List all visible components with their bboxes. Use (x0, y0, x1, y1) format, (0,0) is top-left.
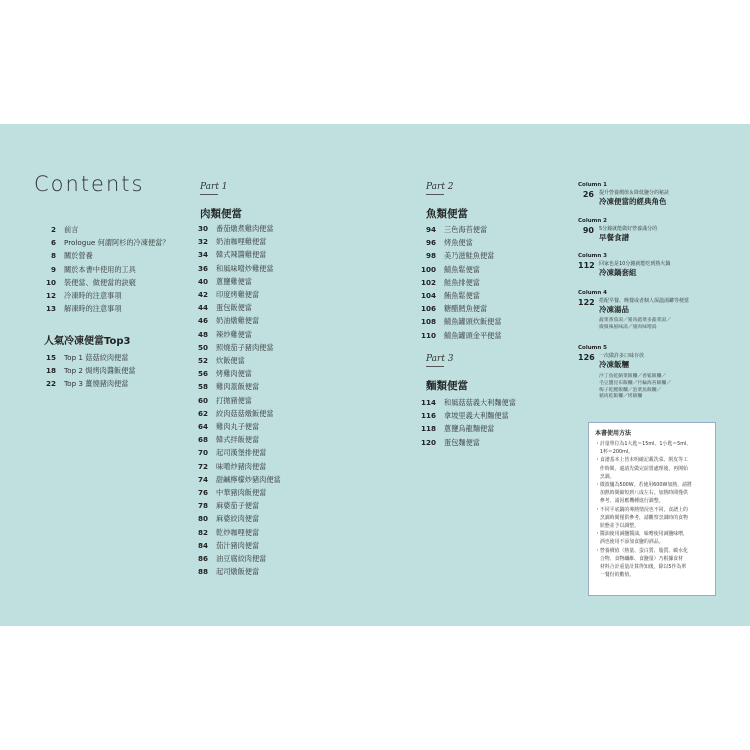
part3-list (420, 396, 516, 449)
list-item: 26 提升營養價值＆降低鹽分的秘訣 冷凍便當的經典角色 (582, 190, 670, 206)
list-item: 8 關於營養 (50, 251, 93, 261)
list-item: 50 照燒茄子豬肉便當 (197, 342, 274, 352)
list-item: 10 裝便當、做便當的訣竅 (45, 277, 136, 287)
list-item: 106 糖醋鱈魚便當 (420, 304, 488, 314)
list-item: 42 印度烤雞便當 (197, 290, 260, 300)
list-item: 12 冷凍時的注意事項 (45, 291, 122, 301)
top3-section-title: 人氣冷凍便當Top3 (44, 336, 131, 347)
intro-list (40, 223, 170, 315)
list-item: 112 回家也是10分鐘就能吃到熱火鍋 冷凍鍋套組 (578, 261, 671, 277)
list-item: 60 打拋豬便當 (197, 395, 252, 405)
list-item: 100 鯖魚鬆便當 (420, 264, 480, 274)
list-item: 52 炊飯便當 (197, 356, 245, 366)
list-item: 56 烤雞肉便當 (197, 369, 252, 379)
list-item: 58 雞肉蓋飯便當 (197, 382, 260, 392)
list-item: 122 搭配早餐、晚餐或者個人保溫湯罐等便當 冷凍湯品 (578, 298, 690, 314)
list-item: 46 奶油燉雞便當 (197, 316, 260, 326)
list-item: 72 味噌炒豬肉便當 (197, 461, 267, 471)
book-spread (0, 124, 750, 626)
list-item: 98 美乃滋鮭魚便當 (425, 251, 495, 261)
list-item: 80 麻婆絞肉便當 (197, 514, 260, 524)
list-item: 34 韓式辣醬雞便當 (197, 250, 267, 260)
list-item: 120 蛋包麵便當 (420, 437, 480, 447)
list-item: 126 一次做許多口味存放 冷凍飯糰 (578, 353, 645, 369)
list-item: 78 麻婆茄子便當 (197, 501, 260, 511)
list-item: 62 絞肉菇菇燉飯便當 (197, 408, 274, 418)
list-item: 102 鮭魚排便當 (420, 277, 480, 287)
contents-title: Contents (34, 172, 145, 196)
column1 (578, 182, 738, 207)
list-item: 116 拿坡里義大利麵便當 (420, 411, 509, 421)
list-item: 44 蛋包飯便當 (197, 303, 252, 313)
list-item: 114 和風菇菇義大利麵便當 (420, 398, 516, 407)
list-item: 36 和風味噌炒雞便當 (197, 263, 274, 273)
list-item: 86 油豆腐絞肉便當 (197, 554, 267, 564)
part1-title: 肉類便當 (200, 208, 242, 220)
list-item: 64 雞肉丸子便當 (197, 422, 260, 432)
part3-label: Part 3 (426, 354, 454, 367)
list-item: 32 奶油咖哩雞便當 (197, 237, 267, 247)
list-item: 96 烤魚便當 (425, 238, 473, 248)
list-item: 110 鯖魚罐頭金平便當 (420, 330, 502, 340)
usage-notes-box: 本書使用方法 ・計量單位為1大匙＝15ml、1小匙＝5ml、 1杯＝200ml。 ・食譜基本上皆未明確記載洗菜、削皮等工 作時間，還請先做完前置處理後，再開始 烹調。 ・微波爐為500W。若使用600W加熱，請將 加熱時間縮短到八成左右。加熱時間僅供 參考，請因應機種進行調整。 ・不同平底鍋的導熱情況也不同，食譜上的 烹調時間僅供參考，請觀察烹調時的食物 狀態並予以調整。 ・醬油使用減鹽醬油，味噌使用減鹽味噌， 酒也使用不添加食鹽的酒品。 ・營養價值（熱量、蛋白質、脂質、碳水化 合物、食物纖維、食鹽量）乃根據食材 材料合計重量計算得知後，除以5作為單 一餐份的數值。 (588, 422, 716, 596)
list-item: 76 中華豬肉飯便當 (197, 488, 267, 498)
column4: Column 4 122 搭配早餐、晚餐或者個人保溫湯罐等便當 冷凍湯品 蔬菜番茄湯／豬肉蔬菜多蔬菜湯／ 微微辣風味湯／豬肉味噌湯 (578, 290, 738, 332)
column3 (578, 253, 738, 278)
list-item: 104 鮪魚鬆便當 (420, 291, 480, 301)
usage-notes-title: 本書使用方法 (595, 430, 632, 437)
list-item: 74 甜鹹檸檬炒豬肉便當 (197, 474, 281, 484)
list-item: 13 解凍時的注意事項 (45, 304, 122, 314)
column2 (578, 218, 738, 243)
top3-list (40, 351, 136, 391)
column-label: Column 2 (578, 218, 608, 224)
list-item: 82 乾炒咖哩便當 (197, 527, 260, 537)
part2-label: Part 2 (426, 182, 454, 195)
column-label: Column 3 (578, 253, 608, 259)
list-item: 84 茄汁豬肉便當 (197, 540, 260, 550)
column-label: Column 1 (578, 182, 608, 188)
list-item: 68 韓式拌飯便當 (197, 435, 260, 445)
list-item: 6 Prologue 何謂阿杉的冷凍便當？ (50, 238, 170, 248)
list-item: 18 Top 2 焗烤肉醬飯便當 (45, 366, 136, 376)
list-item: 22 Top 3 薑燒豬肉便當 (45, 379, 129, 389)
list-item: 118 蔥鹽烏龍麵便當 (420, 424, 495, 434)
list-item: 9 關於本書中使用的工具 (50, 264, 136, 274)
part1-label: Part 1 (200, 182, 228, 195)
list-item: 94 三色海苔便當 (425, 225, 488, 234)
list-item: 15 Top 1 菇菇絞肉便當 (45, 353, 129, 362)
list-item: 30 番茄燉煮雞肉便當 (197, 224, 274, 233)
list-item: 70 起司漢堡排便當 (197, 448, 267, 458)
column-label: Column 5 (578, 345, 608, 351)
list-item: 2 前言 (50, 225, 79, 234)
column-label: Column 4 (578, 290, 608, 296)
part1-list (192, 222, 281, 578)
column5: Column 5 126 一次做許多口味存放 冷凍飯糰 沙丁魚乾鯖菜飯糰／香鬆飯糰／ 毛豆鹽昆布飯糰／竹輪海苔飯糰／ 梅子乾鰹飯糰／泡菜魚飯糰／ 豬肉乾飯糰／烤飯糰 (578, 345, 738, 401)
part2-title: 魚類便當 (426, 208, 468, 220)
part2-list (420, 223, 502, 342)
list-item: 108 鯖魚罐頭炊飯便當 (420, 317, 502, 327)
list-item: 48 辣炒雞便當 (197, 329, 252, 339)
list-item: 90 5分鐘就能做好營養滿分的 早餐食譜 (582, 226, 658, 242)
part3-title: 麵類便當 (426, 380, 468, 392)
list-item: 88 起司燉飯便當 (197, 567, 260, 577)
list-item: 40 蔥鹽雞便當 (197, 276, 252, 286)
